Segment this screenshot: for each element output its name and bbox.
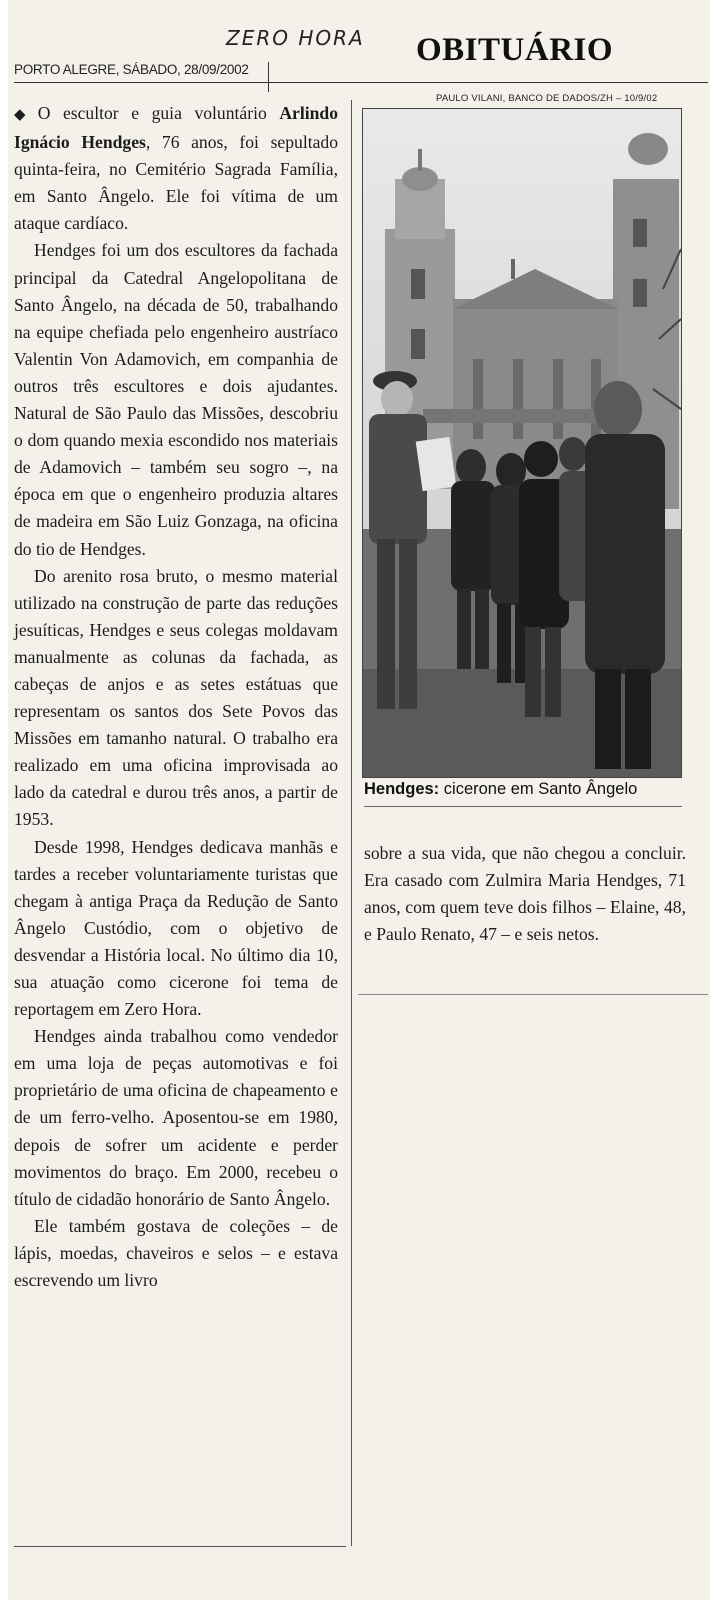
lead-paragraph: ◆ O escultor e guia voluntário Arlindo Ignácio Hendges, 76 anos, foi sepultado quinta-feira, no Cemitério Sagrada Família, em Santo Ângelo. Ele foi vítima de um ataque cardíaco. (14, 103, 338, 234)
article-continuation: sobre a sua vida, que não chegou a concluir. Era casado com Zulmira Maria Hendges, 71 anos, com quem teve dois filhos – Elaine, 48, e Paulo Renato, 47 – e seis netos. (364, 843, 686, 945)
caption-text: cicerone em Santo Ângelo (439, 780, 638, 798)
deceased-name: Arlindo Ignácio Hendges (14, 103, 338, 153)
article-paragraph: Ele também gostava de coleções – de lápis, moedas, chaveiros e selos – e estava escrevendo um livro (14, 1215, 338, 1291)
article-paragraph: Hendges ainda trabalhou como vendedor em uma loja de peças automotivas e foi proprietário de uma oficina de chapeamento e de um ferro-velho. Aposentou-se em 1980, depois de sofrer um acidente e perder movimentos do braço. Em 2000, recebeu o título de cidadão honorário de Santo Ângelo. (14, 1026, 338, 1209)
photo-credit: PAULO VILANI, BANCO DE DADOS/ZH – 10/9/02 (436, 93, 658, 104)
photo-caption (364, 780, 682, 799)
diamond-bullet-icon: ◆ (14, 107, 34, 123)
right-column-bottom-edge (358, 994, 708, 995)
article-column-right (364, 840, 686, 948)
column-divider (351, 100, 352, 1546)
article-paragraph: Hendges foi um dos escultores da fachada principal da Catedral Angelopolitana de Santo Ângelo, na década de 50, trabalhando na equipe chefiada pelo engenheiro austríaco Valentin Von Adamovich, em companhia de outros três escultores e dois ajudantes. Natural de São Paulo das Missões, descobriu o dom quando mexia escondido nos materiais de Adamovich – também seu sogro –, na época em que o engenheiro produzia altares de madeira em São Luiz Gonzaga, na oficina do tio de Hendges. (14, 240, 338, 559)
dateline-divider (268, 62, 269, 92)
dateline: PORTO ALEGRE, SÁBADO, 28/09/2002 (14, 62, 249, 77)
caption-name: Hendges: (364, 780, 440, 798)
bottom-rule (14, 1546, 346, 1547)
article-paragraph: Desde 1998, Hendges dedicava manhãs e tardes a receber voluntariamente turistas que chegam à antiga Praça da Redução de Santo Ângelo Custódio, com o objetivo de desvendar a História local. No último dia 10, sua atuação como cicerone foi tema de reportagem em Zero Hora. (14, 836, 338, 1020)
handwritten-source-note: ZERO HORA (226, 26, 365, 50)
header-rule (14, 82, 708, 83)
photo-illustration (363, 109, 681, 777)
cathedral-photo (362, 108, 682, 778)
caption-rule (364, 806, 682, 807)
article-column-left (14, 100, 338, 1294)
article-paragraph: Do arenito rosa bruto, o mesmo material utilizado na construção de parte das reduções jesuíticas, Hendges e seus colegas moldavam manualmente as colunas da fachada, as cabeças de anjos e as setes estátuas que representam os santos dos Sete Povos das Missões em tamanho natural. O trabalho era realizado em uma oficina improvisada ao lado da catedral e durou três anos, a partir de 1953. (14, 565, 338, 830)
section-title: OBITUÁRIO (416, 32, 614, 68)
